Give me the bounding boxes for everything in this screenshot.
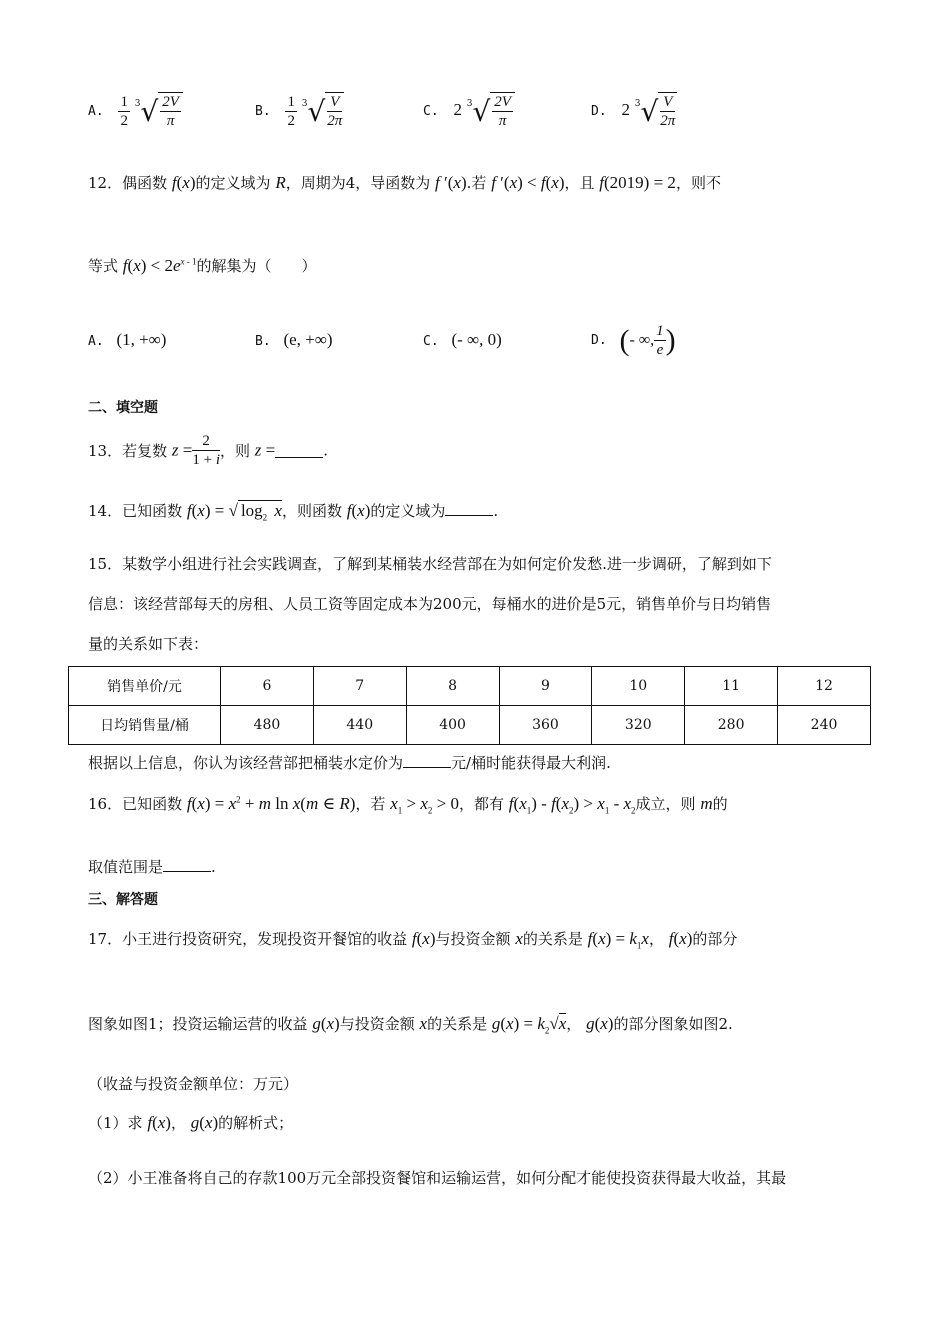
option-label: B. (255, 104, 271, 119)
math-linear: $f(x) = k_1x$ (587, 929, 649, 951)
coefficient-fraction: $\frac{1}{2}$ (120, 93, 128, 129)
q15-line-2: 信息：该经营部每天的房租、人员工资等固定成本为200元，每桶水的进价是5元，销售单价与日均销售 (88, 595, 772, 613)
q11-option-c (423, 92, 515, 130)
row-header: 销售单价/元 (69, 667, 221, 706)
math-condition: $f(x_1) - f(x_2) > x_1 - x_2$ (508, 794, 636, 816)
coefficient: 2 (453, 100, 462, 119)
table-cell: 8 (406, 667, 499, 706)
math-R: R (275, 173, 286, 192)
q17-unit-note: （收益与投资金额单位：万元） (88, 1075, 299, 1093)
table-cell: 360 (499, 706, 592, 745)
question-number: 17． (88, 930, 123, 948)
q13: 13．若复数 z = $\frac{2}{1 + i}$ ，则 z = . (88, 433, 329, 468)
q17-part-1: （1）求 f(x)， g(x)的解析式； (88, 1113, 294, 1132)
answer-blank[interactable] (163, 857, 211, 872)
section-heading-solutions: 三、解答题 (88, 892, 158, 908)
table-cell: 11 (685, 667, 778, 706)
table-row (69, 667, 871, 706)
question-number: 15． (88, 555, 123, 573)
section-heading-fill-in: 二、填空题 (88, 400, 158, 416)
q17-line-2: 图象如图1；投资运输运营的收益 g(x)与投资金额 x的关系是 $g(x) = k_2√x$， g(x)的部分图象如图2. (88, 1014, 733, 1036)
option-label: A. (88, 104, 104, 119)
question-number: 16． (88, 795, 123, 813)
q12-option-b: B. (e, +∞) (255, 330, 333, 349)
q15-line-1: 15．某数学小组进行社会实践调查，了解到某桶装水经营部在为如何定价发愁.进一步调研，了解到如下 (88, 555, 772, 573)
math-f-def: $f(x) = x^2 + m$ ln x(m ∈ R) (186, 794, 356, 813)
table-cell: 320 (592, 706, 685, 745)
q17-line-1: 17．小王进行投资研究，发现投资开餐馆的收益 f(x)与投资金额 x的关系是 $f(x) = k_1x$， f(x)的部分 (88, 929, 738, 951)
math-f-x: f(x) (171, 173, 196, 192)
table-cell: 280 (685, 706, 778, 745)
table-cell: 6 (221, 667, 314, 706)
answer-blank[interactable] (403, 753, 451, 768)
q12-option-d: D. (- ∞, $\frac{1}{e}$ ) (591, 323, 676, 358)
complex-fraction: $\frac{2}{1 + i}$ (192, 433, 220, 468)
math-inequality: f ′(x) < f(x) (491, 173, 565, 192)
row-header: 日均销售量/桶 (69, 706, 221, 745)
option-label: D. (591, 104, 607, 119)
q16-line-1: 16．已知函数 $f(x) = x^2 + m$ ln x(m ∈ R)，若 $x_1 > x_2 > 0$，都有 $f(x_1) - f(x_2) > x_1 - x_2$成立，则 m的 (88, 794, 728, 816)
math-f-def: f(x) = √ $\log_2 x$ (186, 501, 282, 523)
table-cell: 10 (592, 667, 685, 706)
math-f-2019: f(2019) = 2 (599, 173, 676, 192)
cube-root: $^3$√ $\frac{V}{2\pi}$ (301, 94, 343, 129)
table-cell: 480 (221, 706, 314, 745)
question-number: 13． (88, 442, 123, 460)
option-label: C. (423, 104, 439, 119)
coefficient-fraction: $\frac{1}{2}$ (287, 93, 295, 129)
q16-line-2: 取值范围是 . (88, 858, 216, 876)
q12-line-1: 12．偶函数 f(x)的定义域为 R，周期为4，导函数为 f ′(x).若 f ′(x) < f(x)，且 f(2019) = 2，则不 (88, 173, 721, 192)
table-cell: 240 (778, 706, 871, 745)
q11-option-a (88, 92, 183, 130)
q15-answer-line: 根据以上信息，你认为该经营部把桶装水定价为 元/桶时能获得最大利润. (88, 754, 611, 772)
answer-blank[interactable] (275, 443, 323, 458)
q17-part-2: （2）小王准备将自己的存款100万元全部投资餐馆和运输运营，如何分配才能使投资获得最大收益，其最 (88, 1169, 787, 1187)
math-sqrt: $g(x) = k_2√x$ (491, 1014, 567, 1036)
question-number: 12． (88, 174, 123, 192)
coefficient: 2 (621, 100, 630, 119)
price-sales-table (68, 666, 871, 745)
cube-root: $^3$√ $\frac{2V}{\pi}$ (135, 92, 183, 130)
q11-option-b (255, 92, 344, 130)
q15-line-3: 量的关系如下表： (88, 635, 209, 653)
question-number: 14． (88, 502, 123, 520)
cube-root: $^3$√ $\frac{2V}{\pi}$ (467, 92, 515, 130)
cube-root: $^3$√ $\frac{V}{2\pi}$ (634, 94, 676, 129)
math-inequality-exp: $f(x) < 2e^{x - 1}$ (122, 256, 197, 275)
one-over-e: $\frac{1}{e}$ (656, 323, 664, 358)
q11-option-d (591, 92, 677, 130)
q12-option-c: C. (- ∞, 0) (423, 330, 502, 349)
answer-blank[interactable] (445, 501, 493, 516)
table-cell: 7 (313, 667, 406, 706)
table-cell: 12 (778, 667, 871, 706)
q15-text (88, 544, 863, 664)
q12-line-2: 等式 $f(x) < 2e^{x - 1}$的解集为（ ） (88, 256, 317, 275)
q14: 14．已知函数 f(x) = √ $\log_2 x$，则函数 f(x)的定义域为 . (88, 501, 499, 523)
table-cell: 440 (313, 706, 406, 745)
math-x-order: $x_1 > x_2 > 0$ (390, 794, 459, 816)
table-row (69, 706, 871, 745)
table-cell: 400 (406, 706, 499, 745)
q12-option-a: A. (1, +∞) (88, 330, 167, 349)
math-fprime-x: f ′(x) (435, 173, 467, 192)
table-cell: 9 (499, 667, 592, 706)
